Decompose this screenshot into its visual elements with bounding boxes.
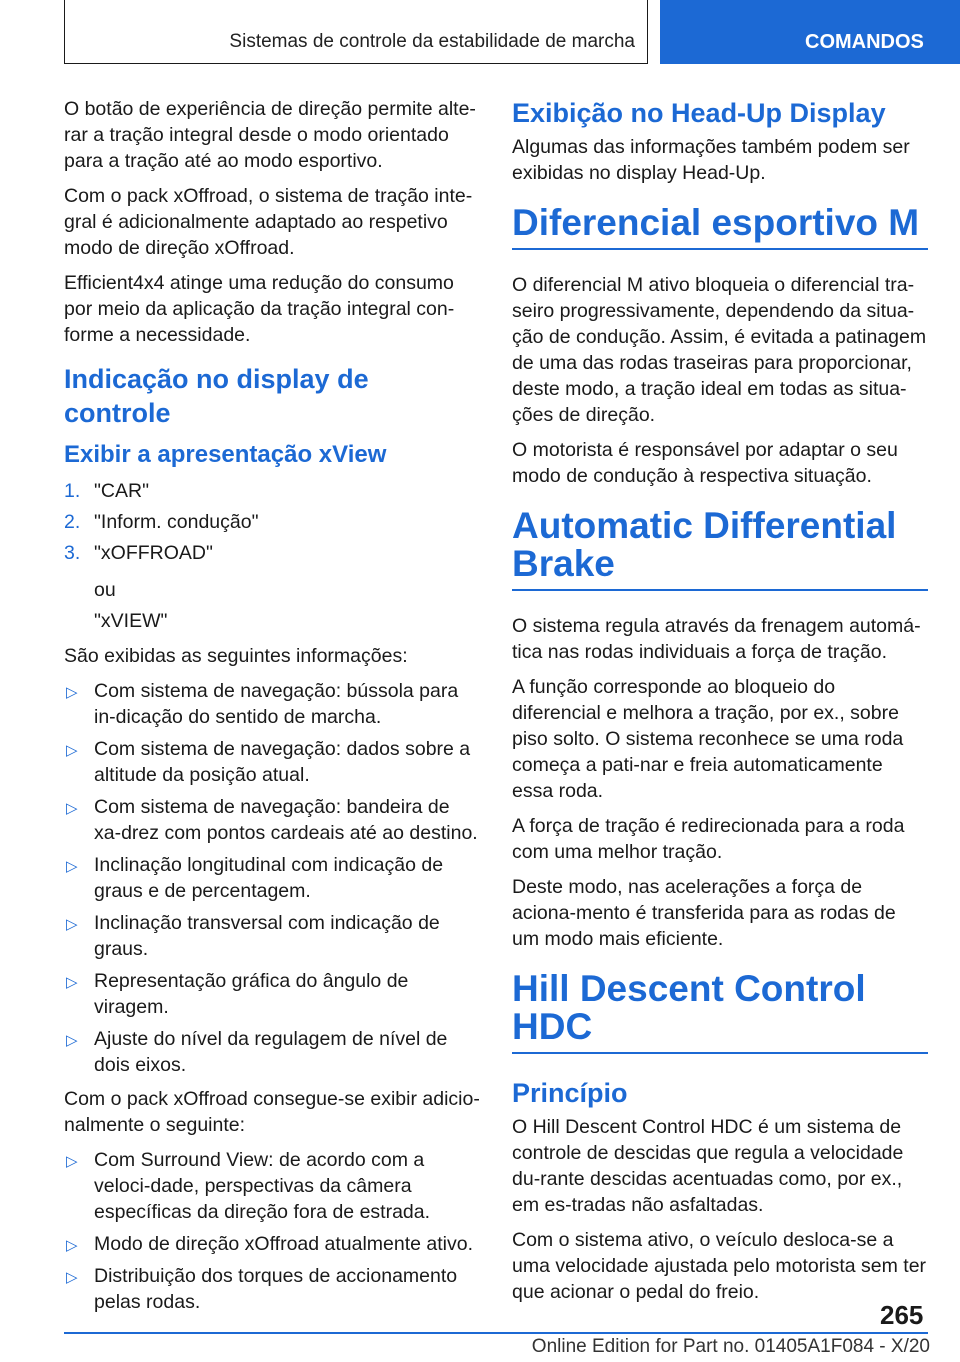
heading-hdc: Hill Descent Control HDC — [512, 970, 928, 1054]
heading-m-differential: Diferencial esportivo M — [512, 204, 928, 250]
list-item: ▷ Com Surround View: de acordo com a veloci-dade, perspectivas da câmera específicas da direção fora de estrada. — [66, 1149, 431, 1223]
step-item — [64, 538, 480, 569]
heading-control-display: Indicação no display de controle — [64, 364, 369, 428]
paragraph: O botão de experiência de direção permite alte-rar a tração integral desde o modo orientado para a tração até ao modo esportivo. — [64, 98, 476, 172]
triangle-right-icon: ▷ — [66, 684, 78, 701]
paragraph: A força de tração é redirecionada para a roda com uma melhor tração. — [512, 815, 905, 863]
list-item: ▷ Modo de direção xOffroad atualmente ativo. — [64, 1231, 480, 1257]
page-header — [0, 0, 960, 66]
or-word: ou — [94, 579, 116, 601]
paragraph: O sistema regula através da frenagem automá-tica nas rodas individuais a força de tração. — [512, 615, 921, 663]
triangle-right-icon: ▷ — [66, 916, 78, 933]
list-item: ▷ Ajuste do nível da regulagem de nível de dois eixos. — [66, 1028, 448, 1076]
list-item: ▷ Inclinação transversal com indicação de graus. — [66, 912, 440, 960]
list-item: ▷ Inclinação longitudinal com indicação de graus e de percentagem. — [66, 854, 444, 902]
heading-hud: Exibição no Head-Up Display — [512, 98, 886, 128]
section-title: Sistemas de controle da estabilidade de marcha — [64, 0, 648, 64]
step-number: 3. — [64, 542, 81, 564]
paragraph: Deste modo, nas acelerações a força de aciona-mento é transferida para as rodas de um modo mais eficiente. — [512, 876, 896, 950]
heading-principle: Princípio — [512, 1078, 628, 1108]
triangle-right-icon: ▷ — [66, 1269, 78, 1286]
triangle-right-icon: ▷ — [66, 1032, 78, 1049]
step-item — [64, 507, 480, 538]
chapter-tab: COMANDOS — [660, 0, 960, 64]
info-bullet-list — [64, 678, 480, 1078]
triangle-right-icon: ▷ — [66, 1237, 78, 1254]
pack-bullet-list — [64, 1147, 480, 1315]
list-item: ▷ Com sistema de navegação: dados sobre a altitude da posição atual. — [66, 738, 471, 786]
paragraph: O Hill Descent Control HDC é um sistema de controle de descidas que regula a velocidade du-rante descidas acentuadas como, por ex., em es-tradas não asfaltadas. — [512, 1116, 904, 1216]
heading-xview: Exibir a apresentação xView — [64, 441, 387, 468]
pack-intro: Com o pack xOffroad consegue-se exibir adicio-nalmente o seguinte: — [64, 1088, 480, 1136]
step-number: 2. — [64, 511, 81, 533]
triangle-right-icon: ▷ — [66, 800, 78, 817]
triangle-right-icon: ▷ — [66, 858, 78, 875]
triangle-right-icon: ▷ — [66, 974, 78, 991]
paragraph: O diferencial M ativo bloqueia o diferencial tra-seiro progressivamente, dependendo da situa-ção de condução. Assim, é evitada a patinagem de uma das rodas traseiras para proporcionar, deste modo, a tração ideal em todas as situa-ções de direção. — [512, 274, 927, 426]
triangle-right-icon: ▷ — [66, 742, 78, 759]
paragraph: Com o sistema ativo, o veículo desloca-se a uma velocidade ajustada pelo motorista sem ter que acionar o pedal do freio. — [512, 1229, 927, 1303]
list-item: ▷ Distribuição dos torques de accionamento pelas rodas. — [66, 1265, 458, 1313]
step-item — [64, 476, 480, 507]
heading-adb: Automatic Differential Brake — [512, 507, 928, 591]
paragraph: O motorista é responsável por adaptar o seu modo de condução à respectiva situação. — [512, 439, 898, 487]
paragraph: Efficient4x4 atinge uma redução do consumo por meio da aplicação da tração integral con-forme a necessidade. — [64, 272, 455, 346]
alt-step: "xVIEW" — [94, 610, 168, 632]
steps-list — [64, 476, 480, 569]
list-item: ▷ Com sistema de navegação: bússola para in-dicação do sentido de marcha. — [66, 680, 459, 728]
paragraph: A função corresponde ao bloqueio do diferencial e melhora a tração, por ex., sobre piso solto. O sistema reconhece se uma roda começa a pati-nar e freia automaticamente essa roda. — [512, 676, 904, 802]
step-text: "Inform. condução" — [94, 511, 259, 533]
list-item: ▷ Com sistema de navegação: bandeira de xa-drez com pontos cardeais até ao destino. — [66, 796, 478, 844]
triangle-right-icon: ▷ — [66, 1153, 78, 1170]
footer-rule — [64, 1332, 928, 1334]
list-item: ▷ Representação gráfica do ângulo de viragem. — [66, 970, 409, 1018]
page-number: 265 — [880, 1300, 924, 1330]
step-text: "CAR" — [94, 480, 150, 502]
step-number: 1. — [64, 480, 81, 502]
step-text: "xOFFROAD" — [94, 542, 213, 564]
left-column — [64, 96, 480, 1323]
footer-edition: Online Edition for Part no. 01405A1F084 - X/20 — [531, 1336, 930, 1357]
right-column — [512, 96, 928, 1314]
paragraph: Com o pack xOffroad, o sistema de tração inte-gral é adicionalmente adaptado ao respetivo modo de direção xOffroad. — [64, 185, 473, 259]
info-intro: São exibidas as seguintes informações: — [64, 645, 408, 667]
paragraph: Algumas das informações também podem ser exibidas no display Head-Up. — [512, 136, 910, 184]
